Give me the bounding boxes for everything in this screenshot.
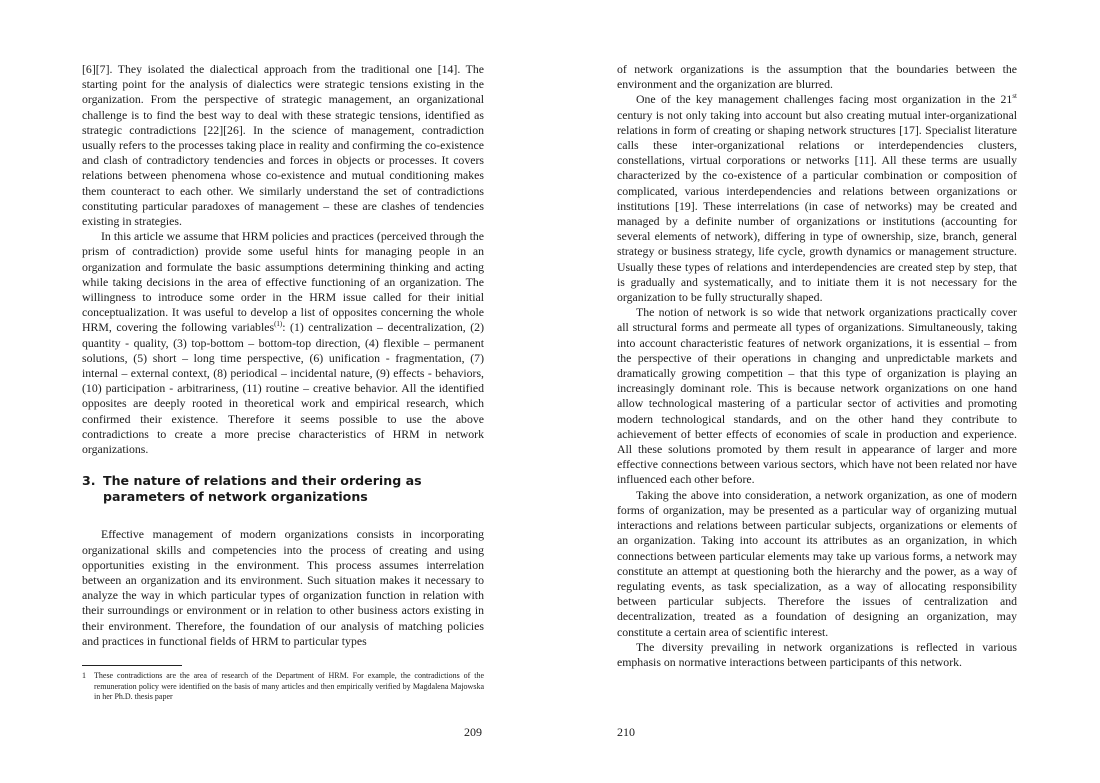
footnote-separator (82, 665, 182, 666)
paragraph-text: One of the key management challenges facing most organization in the 21 (636, 92, 1013, 107)
superscript: st (1012, 92, 1017, 101)
paragraph (617, 92, 1017, 305)
paragraph: Effective management of modern organizations consists in incorporating organizational skills and competencies into the process of creating and using opportunities existing in the environment. This process assumes interrelation between an organization and its environment. Such situation makes it necessary to analyze the way in which particular types of organization function in relation with their surroundings or environment or in relation to other business actors existing in their environment. Therefore, the foundation of our analysis of matching policies and practices in functional fields of HRM to particular types (82, 527, 484, 648)
paragraph: The notion of network is so wide that network organizations practically cover all structural forms and permeate all types of organizations. Simultaneously, taking into account characteristic features of network organizations, it is essential – from the perspective of their operations in changing and unpredictable markets and dramatically growing competition – that this type of organization is playing an increasingly dominant role. This is because network organizations on one hand allow technological mastering of a particular sector of activities and promoting modern technological standards, and on the other hand they contribute to achievement of better effects of economies of scale in production and experience. All these solutions promoted by them result in appearance of larger and more effective connections between various sectors, which have not been related nor have influenced each other before. (617, 305, 1017, 487)
paragraph-text: In this article we assume that HRM policies and practices (perceived through the prism of contradiction) provide some useful hints for managing people in an organization and formulate the basic assumptions determining thinking and acting while taking decisions in the area of effective functioning of an organization. The willingness to introduce some order in the HRM issue called for their initial conceptualization. It was useful to develop a list of opposites concerning the whole HRM, covering the following variables (82, 229, 484, 335)
right-page-body (617, 62, 1017, 670)
footnote-number: 1 (82, 671, 86, 680)
footnote-reference: (1) (274, 320, 283, 329)
page-number-right: 210 (617, 725, 635, 739)
section-number: 3. (82, 473, 96, 489)
footnote (82, 671, 484, 703)
paragraph: of network organizations is the assumption that the boundaries between the environment and the organization are blurred. (617, 62, 1017, 92)
paragraph-text: century is not only taking into account but also creating mutual inter-organizational relations in form of creating or shaping network structures [17]. Specialist literature calls these inter-organizational relations or interdependencies clusters, constellations, virtual corporations or networks [11]. All these terms are usually characterized by the co-existence of a particular combination or composition of complicated, various interdependencies and relations between organizations or institutions [19]. These interrelations (in case of networks) may be created and managed by a definite number of organizations or institutions (accounting for several elements of network), differing in type of ownership, size, branch, general strategy or business strategy, life cycle, growth dynamics or management structure. Usually these types of relations and interdependencies are created step by step, that is gradually and systematically, and to initiate them it is not necessary for the organization to be fully structurally shaped. (617, 107, 1017, 305)
section-title: The nature of relations and their ordering as parameters of network organizations (103, 473, 422, 504)
paragraph: The diversity prevailing in network organizations is reflected in various emphasis on normative interactions between participants of this network. (617, 639, 1017, 669)
paragraph: Taking the above into consideration, a network organization, as one of modern forms of organization, may be presented as a particular way of organizing mutual interactions and relations between particular subjects, organizations or elements of an organization. Taking into account its attributes as an organization, in which connections between particular elements may take up various forms, a network may constitute an attempt at questioning both the hierarchy and the power, as a way of regulating events, as task specialization, as a way of allocating responsibility between particular subjects. Therefore the issues of centralization and decentralization, treated as a foundation of designing an organization, may constitute a certain area of scientific interest. (617, 487, 1017, 639)
section-heading (82, 473, 484, 504)
paragraph (82, 229, 484, 457)
left-page-body (82, 62, 484, 649)
paragraph: [6][7]. They isolated the dialectical approach from the traditional one [14]. The starting point for the analysis of dialectics were strategic tensions existing in the organization. From the perspective of strategic management, an organizational challenge is to find the best way to deal with these strategic tensions, identified as strategic contradictions [22][26]. In the science of management, contradiction usually refers to the processes taking place in reality and confirming the co-existence and clash of contradictory tendencies and forces in objects or processes. It covers relations between phenomena whose co-existence and mutual conditioning makes them counteract to each other. We similarly understand the set of contradictions constituting particular paradoxes of management – these are clashes of tendencies existing in strategies. (82, 62, 484, 229)
paragraph-text: : (1) centralization – decentralization, (2) quantity - quality, (3) top-bottom – bottom-top direction, (4) flexible – permanent solutions, (5) short – long time perspective, (6) unification - fragmentation, (7) internal – external context, (8) periodical – incidental nature, (9) effects - behaviors, (10) participation - arbitrariness, (11) routine – creative behavior. All the identified opposites are deeply rooted in theoretical work and empirical research, which confirmed their existence. Therefore it seems possible to use the above contradictions to create a more precise characteristics of HRM in network organizations. (82, 320, 484, 457)
footnote-text: These contradictions are the area of research of the Department of HRM. For example, the contradictions of the remuneration policy were identified on the basis of many articles and then empirically verified by Magdalena Majowska in her Ph.D. thesis paper (94, 671, 484, 702)
page-number-left: 209 (464, 725, 482, 739)
